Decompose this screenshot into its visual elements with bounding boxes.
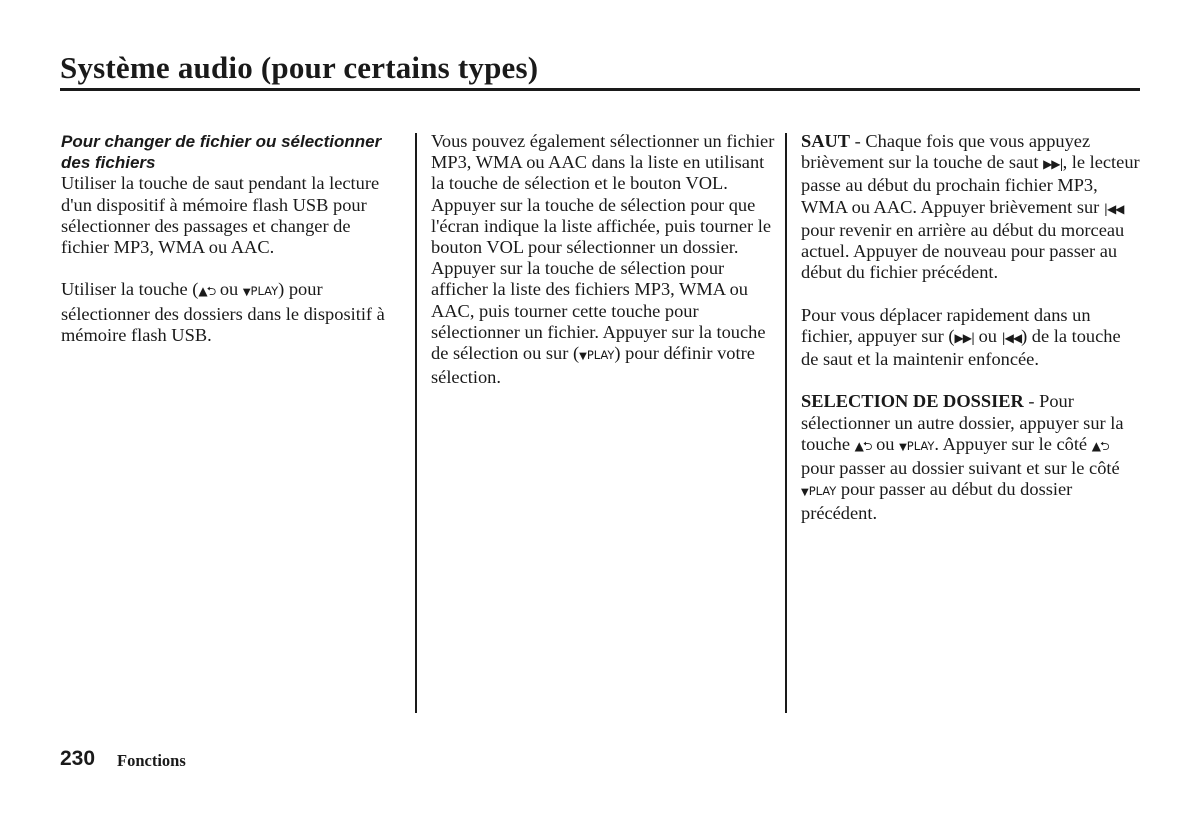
folder-up-return-icon: ▲⮌ bbox=[198, 284, 216, 299]
section-name: Fonctions bbox=[117, 751, 186, 770]
skip-back-icon: |◀◀ bbox=[1001, 330, 1022, 345]
title-rule bbox=[60, 88, 1140, 91]
column-divider bbox=[415, 133, 417, 713]
paragraph-folder-buttons: Utiliser la touche (▲⮌ ou ▼PLAY) pour sélectionner des dossiers dans le dispositif à mémoire flash USB. bbox=[61, 279, 385, 345]
section-subheading: Pour changer de fichier ou sélectionner des fichiers bbox=[61, 132, 382, 173]
paragraph-list-selection: Vous pouvez également sélectionner un fichier MP3, WMA ou AAC dans la liste en utilisant la touche de sélection et le bouton VOL. Appuyer sur la touche de sélection pour que l'écran indique la liste affichée, puis tourner le bouton VOL pour sélectionner un dossier. Appuyer sur la touche de sélection pour afficher la liste des fichiers MP3, WMA ou AAC, puis tourner cette touche pour sélectionner un fichier. Appuyer sur la touche de sélection ou sur (▼PLAY) pour définir votre sélection. bbox=[431, 131, 775, 388]
play-down-icon: ▼PLAY bbox=[242, 284, 279, 299]
skip-back-icon: |◀◀ bbox=[1103, 201, 1124, 216]
paragraph-fast-move: Pour vous déplacer rapidement dans un fichier, appuyer sur (▶▶| ou |◀◀) de la touche de saut et la maintenir enfoncée. bbox=[801, 304, 1121, 370]
column-divider bbox=[785, 133, 787, 713]
play-down-icon: ▼PLAY bbox=[899, 438, 935, 453]
paragraph-saut: SAUT - Chaque fois que vous appuyez brièvement sur la touche de saut ▶▶|, le lecteur passe au début du prochain fichier MP3, WMA ou AAC. Appuyer brièvement sur |◀◀ pour revenir en arrière au début du morceau actuel. Appuyer de nouveau pour passer au début du fichier précédent. bbox=[801, 131, 1140, 283]
play-down-icon: ▼PLAY bbox=[801, 484, 837, 499]
skip-forward-icon: ▶▶| bbox=[1043, 157, 1063, 172]
page-number: 230 bbox=[60, 747, 96, 770]
folder-selection-label: SELECTION DE DOSSIER bbox=[801, 391, 1024, 412]
saut-label: SAUT bbox=[801, 131, 851, 151]
folder-up-return-icon: ▲⮌ bbox=[1091, 438, 1109, 453]
skip-forward-icon: ▶▶| bbox=[954, 330, 974, 345]
column-1 bbox=[61, 131, 401, 367]
folder-up-return-icon: ▲⮌ bbox=[854, 438, 872, 453]
paragraph-skip-intro: Utiliser la touche de saut pendant la lecture d'un dispositif à mémoire flash USB pour sélectionner des passages et changer de fichier MP3, WMA ou AAC. bbox=[61, 173, 380, 258]
paragraph-folder-selection: SELECTION DE DOSSIER - Pour sélectionner un autre dossier, appuyer sur la touche ▲⮌ ou ▼PLAY. Appuyer sur le côté ▲⮌ pour passer au dossier suivant et sur le côté ▼PLAY pour passer au début du dossier précédent. bbox=[801, 391, 1124, 524]
page-title: Système audio (pour certains types) bbox=[60, 50, 539, 85]
column-3 bbox=[801, 131, 1141, 546]
column-2 bbox=[431, 131, 776, 410]
play-down-icon: ▼PLAY bbox=[579, 348, 615, 363]
